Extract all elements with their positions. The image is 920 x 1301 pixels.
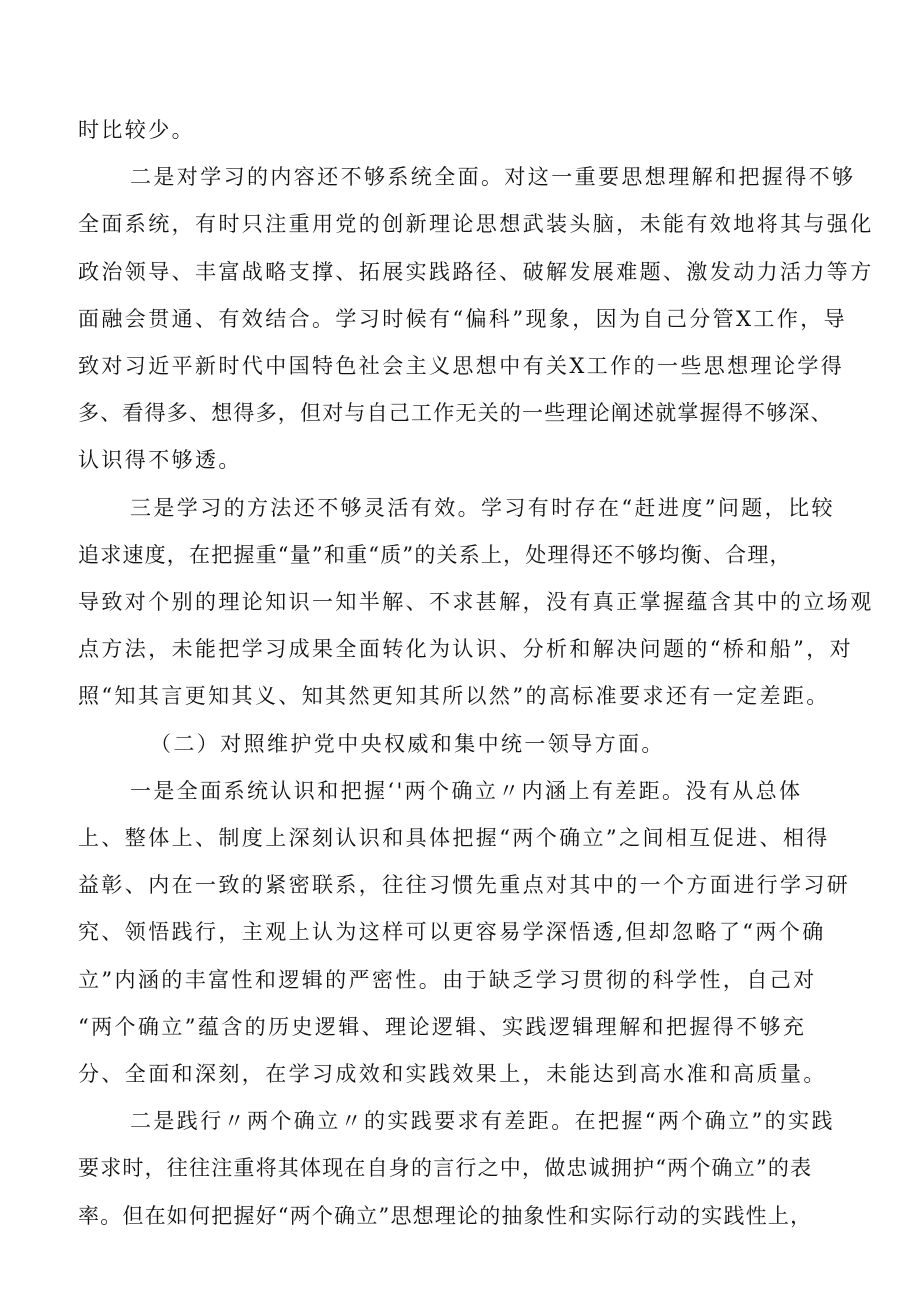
paragraph-line: 二是践行〃两个确立〃的实践要求有差距。在把握“两个确立”的实践 xyxy=(130,1109,835,1133)
paragraph-line: 上、整体上、制度上深刻认识和具体把握“两个确立”之间相互促进、相得 xyxy=(78,826,830,850)
paragraph-line: 多、看得多、想得多，但对与自己工作无关的一些理论阐述就掌握得不够深、 xyxy=(78,401,833,425)
paragraph-line: 全面系统，有时只注重用党的创新理论思想武装头脑，未能有效地将其与强化 xyxy=(78,212,874,236)
paragraph-line: 点方法，未能把学习成果全面转化为认识、分析和解决问题的“桥和船”，对 xyxy=(78,637,854,661)
paragraph-line: “两个确立”蕴含的历史逻辑、理论逻辑、实践逻辑理解和把握得不够充 xyxy=(78,1015,807,1039)
paragraph-line: 追求速度，在把握重“量”和重“质”的关系上，处理得还不够均衡、合理， xyxy=(78,543,792,567)
paragraph-line: 益彰、内在一致的紧密联系，往往习惯先重点对其中的一个方面进行学习研 xyxy=(78,873,851,897)
paragraph-line: 时比较少。 xyxy=(78,118,195,142)
paragraph-line: 认识得不够透。 xyxy=(78,448,242,472)
paragraph-line: 率。但在如何把握好“两个确立”思想理论的抽象性和实际行动的实践性上， xyxy=(78,1204,813,1228)
paragraph-line: 政治领导、丰富战略支撑、拓展实践路径、破解发展难题、激发动力活力等方 xyxy=(78,260,874,284)
paragraph-line: 一是全面系统认识和把握‘'两个确立〃内涵上有差距。没有从总体 xyxy=(130,779,803,803)
section-heading: （二）对照维护党中央权威和集中统一领导方面。 xyxy=(150,732,665,756)
paragraph-line: 分、全面和深刻，在学习成效和实践效果上，未能达到高水准和高质量。 xyxy=(78,1062,827,1086)
paragraph-line: 要求时，往往注重将其体现在自身的言行之中，做忠诚拥护“两个确立”的表 xyxy=(78,1156,813,1180)
paragraph-line: 导致对个别的理论知识一知半解、不求甚解，没有真正掌握蕴含其中的立场观 xyxy=(78,590,874,614)
paragraph-line: 三是学习的方法还不够灵活有效。学习有时存在“赶进度”问题，比较 xyxy=(130,496,835,520)
paragraph-line: 照“知其言更知其义、知其然更知其所以然”的高标准要求还有一定差距。 xyxy=(78,684,830,708)
paragraph-line: 面融会贯通、有效结合。学习时候有“偏科”现象，因为自己分管X工作，导 xyxy=(78,307,848,331)
paragraph-line: 致对习近平新时代中国特色社会主义思想中有关X工作的一些思想理论学得 xyxy=(78,354,845,378)
paragraph-line: 究、领悟践行，主观上认为这样可以更容易学深悟透,但却忽略了“两个确 xyxy=(78,920,826,944)
paragraph-line: 二是对学习的内容还不够系统全面。对这一重要思想理解和把握得不够 xyxy=(130,165,856,189)
paragraph-line: 立”内涵的丰富性和逻辑的严密性。由于缺乏学习贯彻的科学性，自己对 xyxy=(78,968,817,992)
